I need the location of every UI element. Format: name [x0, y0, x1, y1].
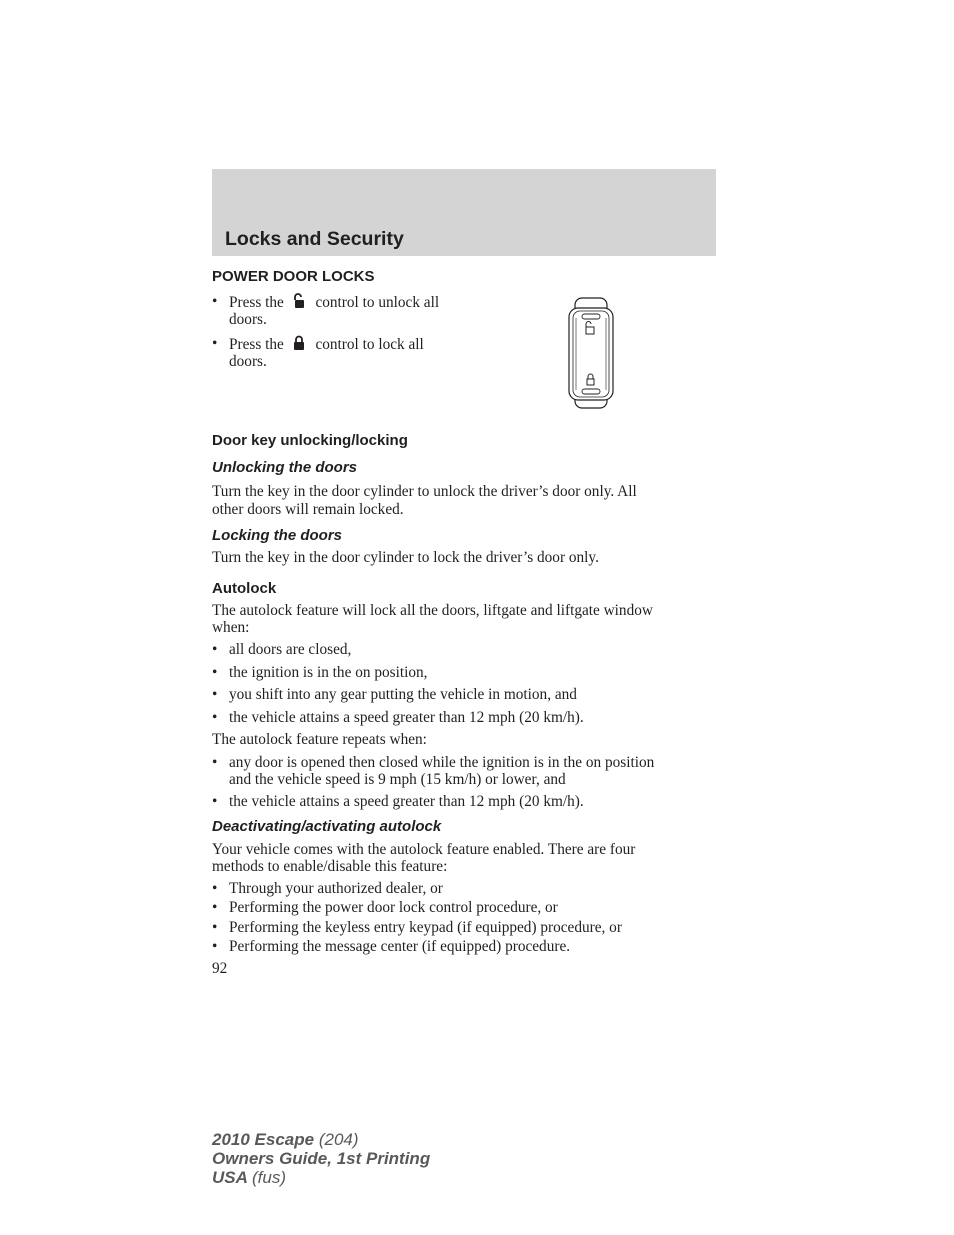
list-item — [212, 335, 424, 353]
list-item: • Performing the power door lock control procedure, or — [212, 899, 558, 916]
bullet: • — [212, 293, 218, 310]
list-item — [212, 293, 440, 311]
paragraph-line: when: — [212, 619, 250, 636]
list-item: • the vehicle attains a speed greater than 12 mph (20 km/h). — [212, 793, 584, 810]
paragraph-line: other doors will remain locked. — [212, 501, 404, 518]
locking-doors-heading: Locking the doors — [212, 527, 343, 544]
footer-edition-info — [212, 1130, 430, 1187]
list-item-continued: and the vehicle speed is 9 mph (15 km/h) or lower, and — [229, 771, 566, 788]
deactivating-autolock-heading: Deactivating/activating autolock — [212, 818, 442, 835]
door-key-heading: Door key unlocking/locking — [212, 432, 408, 449]
list-item: • all doors are closed, — [212, 641, 352, 658]
list-item: • the vehicle attains a speed greater than 12 mph (20 km/h). — [212, 709, 584, 726]
bullet: • — [212, 335, 218, 352]
unlock-icon — [291, 293, 309, 309]
bullet-text-before: Press the — [229, 336, 284, 353]
autolock-heading: Autolock — [212, 580, 277, 597]
list-item: • Performing the keyless entry keypad (if equipped) procedure, or — [212, 919, 622, 936]
footer-line-1: 2010 Escape (204) — [212, 1130, 359, 1149]
bullet-text-after: control to unlock all — [315, 294, 440, 311]
list-item: • the ignition is in the on position, — [212, 664, 428, 681]
power-door-locks-heading: POWER DOOR LOCKS — [212, 268, 375, 285]
paragraph-line: Turn the key in the door cylinder to unlock the driver’s door only. All — [212, 483, 637, 500]
page-number: 92 — [212, 960, 228, 977]
bullet-text-line2: doors. — [229, 311, 267, 328]
paragraph-line: The autolock feature repeats when: — [212, 731, 427, 748]
paragraph-line: methods to enable/disable this feature: — [212, 858, 448, 875]
paragraph-line: The autolock feature will lock all the doors, liftgate and liftgate window — [212, 602, 653, 619]
list-item: • any door is opened then closed while the ignition is in the on position — [212, 754, 655, 771]
bullet-text-after: control to lock all — [315, 336, 424, 353]
paragraph-line: Your vehicle comes with the autolock feature enabled. There are four — [212, 841, 636, 858]
list-item: • Through your authorized dealer, or — [212, 880, 443, 897]
paragraph-line: Turn the key in the door cylinder to lock the driver’s door only. — [212, 549, 599, 566]
bullet-text-line2: doors. — [229, 353, 267, 370]
footer-line-2: Owners Guide, 1st Printing — [212, 1149, 431, 1168]
power-door-lock-switch-illustration — [560, 296, 620, 410]
bullet-text-before: Press the — [229, 294, 284, 311]
lock-icon — [291, 335, 309, 351]
footer-line-3: USA (fus) — [212, 1168, 286, 1187]
list-item: • Performing the message center (if equipped) procedure. — [212, 938, 571, 955]
section-title: Locks and Security — [225, 228, 404, 250]
unlocking-doors-heading: Unlocking the doors — [212, 459, 358, 476]
list-item: • you shift into any gear putting the vehicle in motion, and — [212, 686, 577, 703]
